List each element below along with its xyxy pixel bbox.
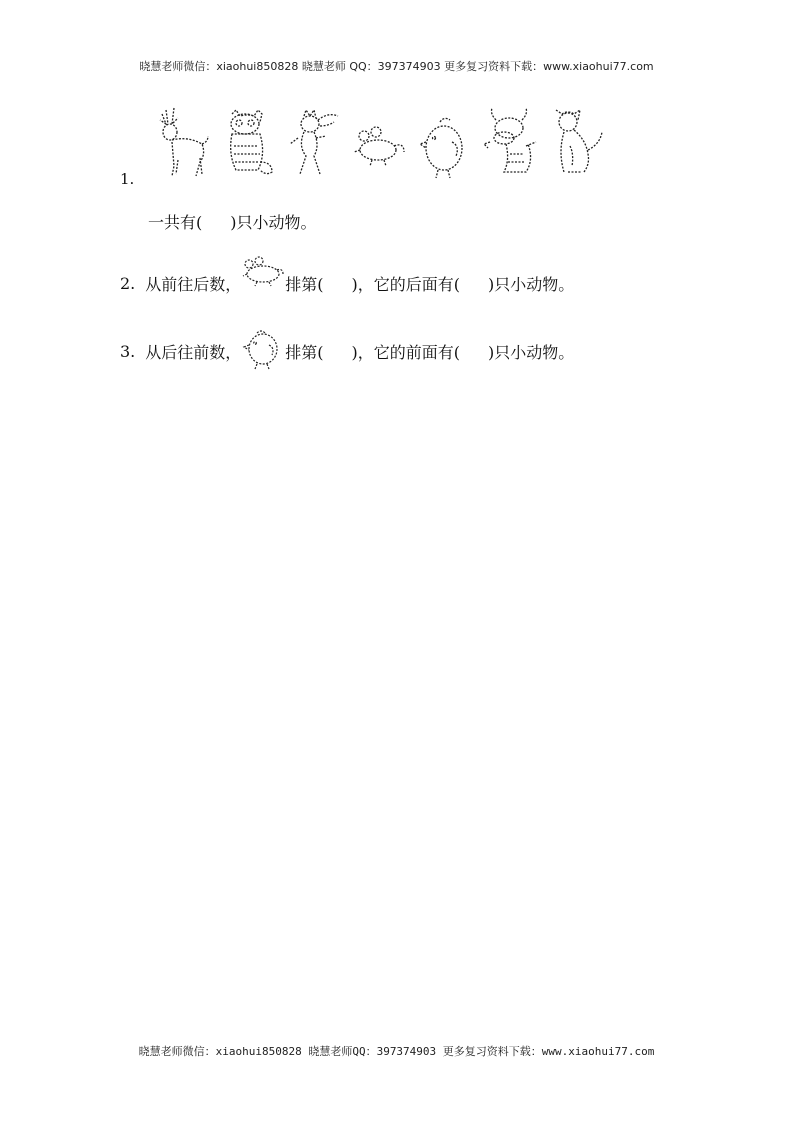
question-1-text: [148, 210, 317, 233]
mouse-icon: [350, 102, 408, 182]
question-2: [120, 258, 574, 308]
question-3-text-a: 从后往前数，: [145, 342, 242, 362]
cat-icon: [284, 102, 342, 182]
question-1-text-b: )只小动物。: [230, 213, 317, 232]
dog-icon: [548, 102, 606, 182]
question-2-text-d: )只小动物。: [488, 274, 575, 294]
page-header: 晓慧老师微信：xiaohui850828 晓慧老师 QQ：397374903 更多复习资料下载：www.xiaohui77.com: [139, 60, 654, 73]
page-footer: 晓慧老师微信：xiaohui850828 晓慧老师QQ：397374903 更多复习资料下载：www.xiaohui77.com: [138, 1045, 655, 1058]
chick-icon: [416, 102, 474, 182]
question-3-text-b: 排第(: [285, 342, 324, 362]
question-2-text-a: 从前往后数，: [145, 274, 242, 294]
animal-row: [152, 102, 606, 182]
question-3-text-d: )只小动物。: [488, 342, 575, 362]
raccoon-icon: [218, 102, 276, 182]
chick-icon: [241, 327, 285, 371]
mouse-icon: [241, 254, 285, 298]
question-1-number: 1.: [120, 170, 135, 188]
question-3-number: 3.: [120, 341, 136, 361]
question-3: [120, 326, 574, 376]
question-2-number: 2.: [120, 273, 136, 293]
question-2-text-c: )，它的后面有(: [351, 274, 461, 294]
cow-icon: [482, 102, 540, 182]
question-1-text-a: 一共有(: [148, 213, 203, 232]
deer-icon: [152, 102, 210, 182]
question-2-text-b: 排第(: [285, 274, 324, 294]
question-3-text-c: )，它的前面有(: [351, 342, 461, 362]
